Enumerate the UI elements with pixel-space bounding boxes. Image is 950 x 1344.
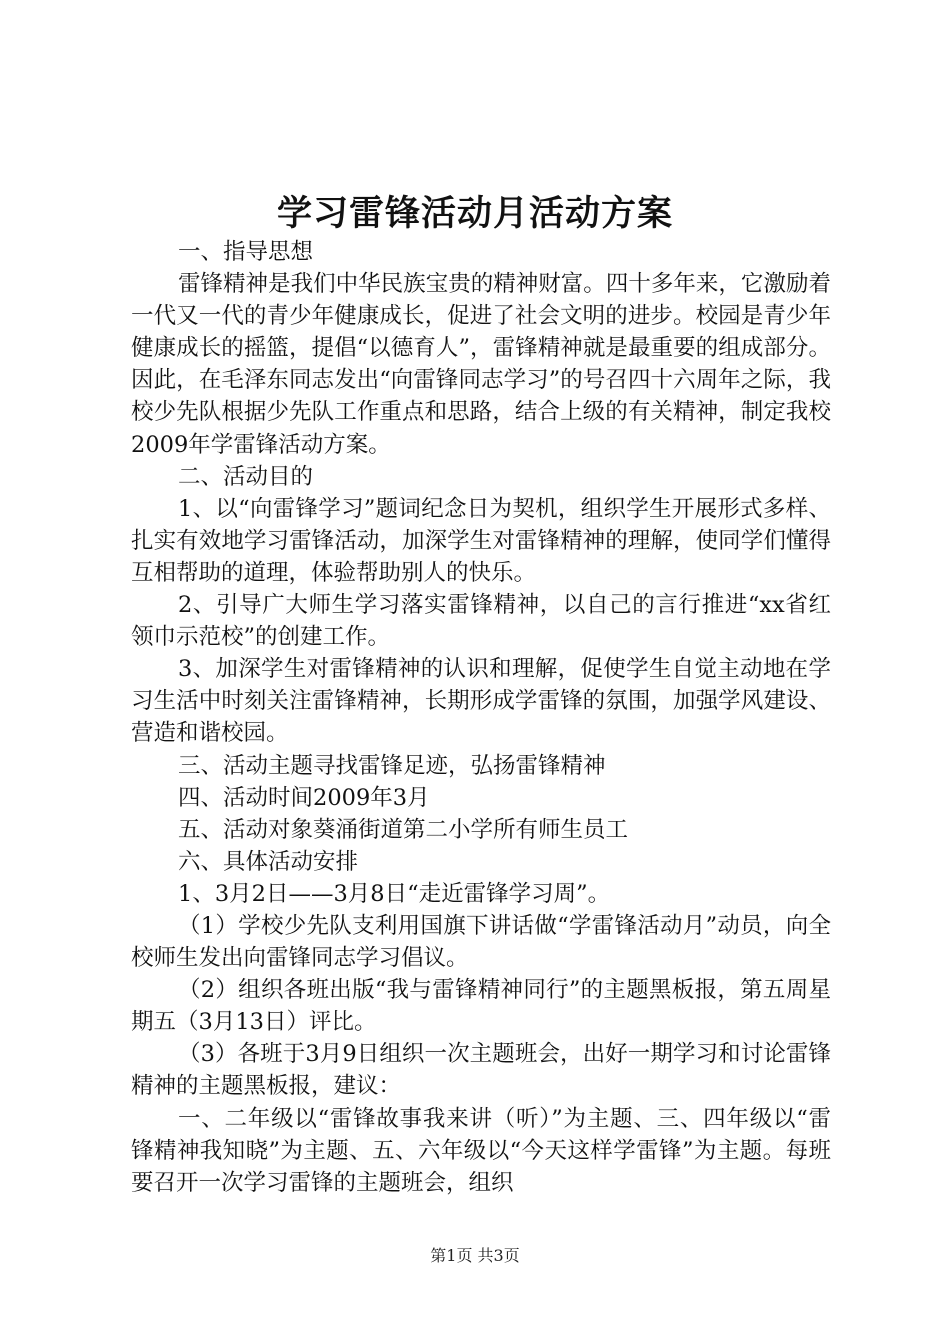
paragraph: （3）各班于3月9日组织一次主题班会，出好一期学习和讨论雷锋精神的主题黑板报，建议： (131, 1041, 831, 1100)
document-body (131, 236, 831, 1199)
paragraph: 雷锋精神是我们中华民族宝贵的精神财富。四十多年来，它激励着一代又一代的青少年健康成长，促进了社会文明的进步。校园是青少年健康成长的摇篮，提倡“以德育人”，雷锋精神就是最重要的组成部分。因此，在毛泽东同志发出“向雷锋同志学习”的号召四十六周年之际，我校少先队根据少先队工作重点和思路，结合上级的有关精神，制定我校2009年学雷锋活动方案。 (131, 271, 831, 458)
section-heading: 一、指导思想 (178, 239, 314, 265)
paragraph: 1、以“向雷锋学习”题词纪念日为契机，组织学生开展形式多样、扎实有效地学习雷锋活动，加深学生对雷锋精神的理解，使同学们懂得互相帮助的道理，体验帮助别人的快乐。 (131, 495, 831, 586)
page-number: 第1页 共3页 (430, 1246, 520, 1265)
document-title: 学习雷锋活动月活动方案 (276, 194, 673, 234)
paragraph: 3、加深学生对雷锋精神的认识和理解，促使学生自觉主动地在学习生活中时刻关注雷锋精神，长期形成学雷锋的氛围，加强学风建设、营造和谐校园。 (131, 656, 831, 747)
section-heading: 五、活动对象葵涌街道第二小学所有师生员工 (178, 816, 629, 843)
section-heading: 四、活动时间2009年3月 (178, 784, 430, 811)
paragraph: 一、二年级以“雷锋故事我来讲（听）”为主题、三、四年级以“雷锋精神我知晓”为主题、五、六年级以“今天这样学雷锋”为主题。每班要召开一次学习雷锋的主题班会，组织 (131, 1105, 831, 1196)
section-heading: 六、具体活动安排 (178, 848, 359, 875)
section-heading: 二、活动目的 (178, 463, 314, 490)
section-heading: 三、活动主题寻找雷锋足迹，弘扬雷锋精神 (178, 752, 606, 779)
paragraph: 2、引导广大师生学习落实雷锋精神，以自己的言行推进“xx省红领巾示范校”的创建工作。 (131, 592, 831, 651)
paragraph: 1、3月2日——3月8日“走近雷锋学习周”。 (178, 880, 611, 907)
paragraph: （1）学校少先队支利用国旗下讲话做“学雷锋活动月”动员，向全校师生发出向雷锋同志学习倡议。 (131, 912, 831, 972)
paragraph: （2）组织各班出版“我与雷锋精神同行”的主题黑板报，第五周星期五（3月13日）评比。 (131, 977, 831, 1036)
